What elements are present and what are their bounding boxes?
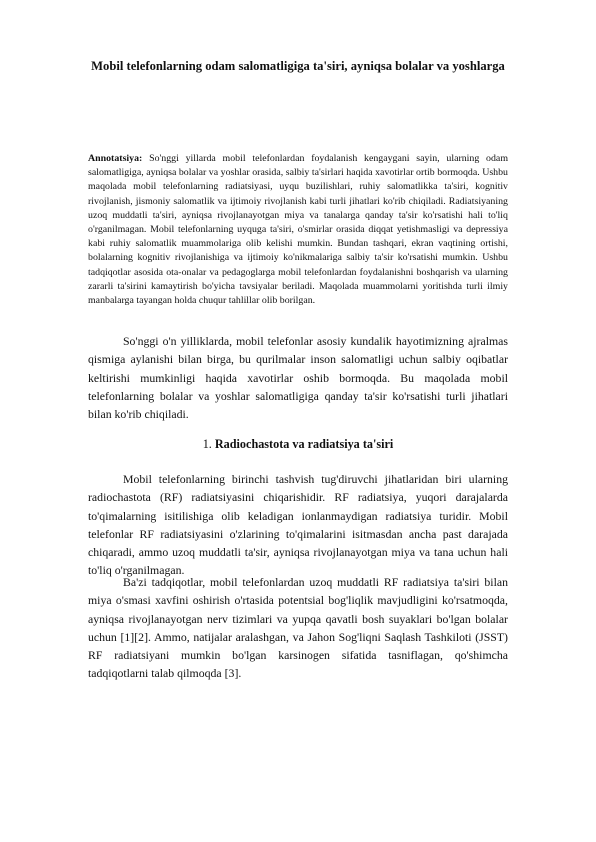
paper-title: Mobil telefonlarning odam salomatligiga ta'siri, ayniqsa bolalar va yoshlarga — [91, 59, 505, 73]
section-paragraph-1: Mobil telefonlarning birinchi tashvish tug'diruvchi jihatlaridan biri ularning radiochastota (RF) radiatsiyasini chiqarishidir. RF radiatsiya, yuqori darajalarda to'qimalarning isitilishiga olib keladigan ionlanmaydigan radiatsiya turidir. Mobil telefonlar RF radiatsiyasini o'zlarining to'qimalarini isitmasdan ancha past darajada chiqaradi, ammo uzoq muddatli ta'sir, ayniqsa rivojlanayotgan miya va tana uchun hali to'liq o'rganilmagan. — [88, 472, 508, 578]
intro-paragraph: So'nggi o'n yilliklarda, mobil telefonlar asosiy kundalik hayotimizning ajralmas qismiga aylanishi bilan birga, bu qurilmalar inson salomatligi uchun salbiy oqibatlar keltirishi mumkinligi haqida xavotirlar oshib bormoqda. Bu maqolada mobil telefonlarning bolalar va yoshlar salomatligiga qanday ta'sir ko'rsatishi turli jihatlari bilan ko'rib chiqiladi. — [88, 334, 508, 422]
section-paragraph-2: Ba'zi tadqiqotlar, mobil telefonlardan uzoq muddatli RF radiatsiya ta'siri bilan miya o'smasi xavfini oshirish o'rtasida potentsial bog'liqlik mavjudligini ko'rsatmoqda, ayniqsa rivojlanayotgan nerv tizimlari va yupqa qavatli bosh suyaklari bo'lgan bolalar uchun [1][2]. Ammo, natijalar aralashgan, va Jahon Sog'liqni Saqlash Tashkiloti (JSST) RF radiatsiyani mumkin bo'lgan karsinogen sifatida tasniflagan, qo'shimcha tadqiqotlarni talab qilmoqda [3]. — [88, 575, 508, 681]
abstract — [88, 152, 508, 308]
section-heading — [60, 436, 536, 452]
abstract-label: Annotatsiya: — [88, 153, 143, 164]
section-number: 1. — [202, 437, 215, 451]
section-title: Radiochastota va radiatsiya ta'siri — [214, 437, 394, 451]
abstract-text: So'nggi yillarda mobil telefonlardan foydalanish kengaygani sayin, ularning odam salomatligiga, ayniqsa bolalar va yoshlar orasida, salbiy ta'sirlari haqida xavotirlar ortib bormoqda. Ushbu maqolada mobil telefonlarning radiatsiyasi, uyqu buzilishlari, ruhiy salomatlikka ta'siri, kognitiv rivojlanish, jismoniy salomatlik va ijtimoiy rivojlanish kabi turli jihatlari ko'rib chiqiladi. Radiatsiyaning uzoq muddatli ta'siri, ayniqsa rivojlanayotgan miya va tanalarga qanday ta'sir ko'rsatishi hali to'liq o'rganilmagan. Mobil telefonlarning uyquga ta'siri, o'smirlar orasida diqqat yetishmasligi va depressiya kabi ruhiy salomatlik muammolariga olib kelishi mumkin. Bundan tashqari, ekran vaqtining ortishi, bolalarning kognitiv rivojlanishiga va ijtimoiy ko'nikmalariga salbiy ta'sir ko'rsatishi mumkin. Ushbu tadqiqotlar asosida ota-onalar va pedagoglarga mobil telefonlardan foydalanishni boshqarish va ularning zararli ta'sirini kamaytirish bo'yicha tavsiyalar beriladi. Maqolada muammolarni yoritishda turli ilmiy manbalarga tayangan holda chuqur tahlillar olib borilgan. — [88, 153, 508, 307]
